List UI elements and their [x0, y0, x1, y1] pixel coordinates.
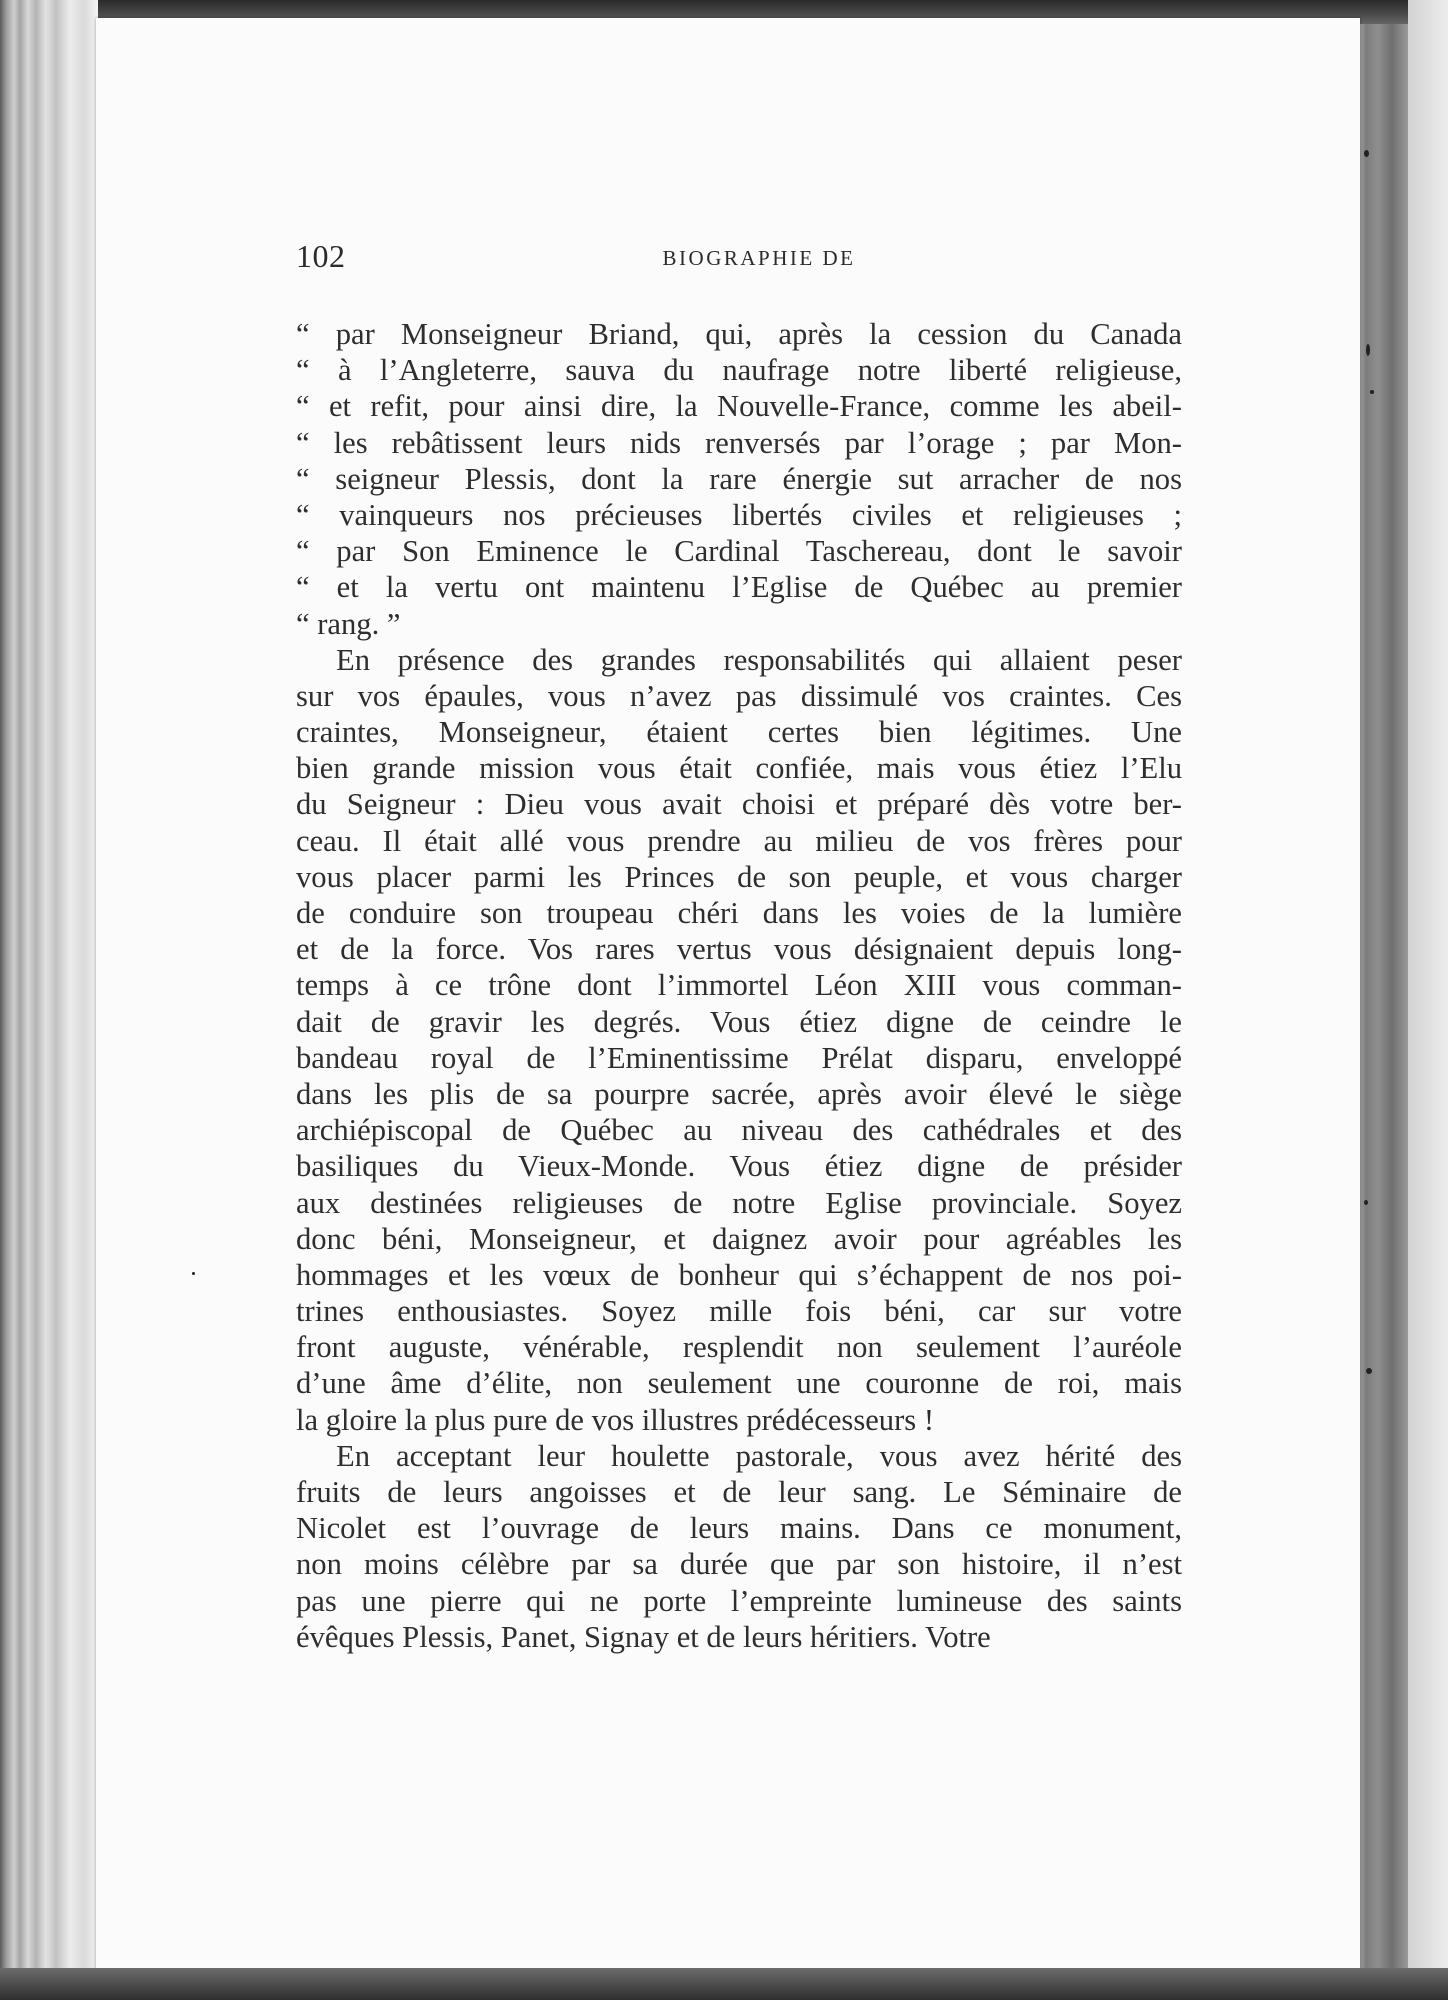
text-line: d’une âme d’élite, non seulement une couronne de roi, mais [296, 1366, 1182, 1401]
margin-speck [1366, 1368, 1372, 1374]
text-line: fruits de leurs angoisses et de leur sang. Le Séminaire de [296, 1475, 1182, 1509]
text-line: En présence des grandes responsabilités qui allaient peser [336, 642, 1182, 677]
margin-speck [192, 1272, 195, 1275]
text-line: donc béni, Monseigneur, et daignez avoir pour agréables les [296, 1221, 1182, 1256]
text-line: vous placer parmi les Princes de son peuple, et vous charger [296, 859, 1182, 894]
margin-speck [1366, 344, 1370, 356]
text-line: bandeau royal de l’Eminentissime Prélat disparu, enveloppé [296, 1040, 1182, 1075]
text-line: dait de gravir les degrés. Vous étiez digne de ceindre le [296, 1004, 1182, 1039]
text-line: sur vos épaules, vous n’avez pas dissimulé vos craintes. Ces [296, 678, 1182, 713]
text-line: trines enthousiastes. Soyez mille fois béni, car sur votre [296, 1294, 1182, 1329]
text-line: “ vainqueurs nos précieuses libertés civiles et religieuses ; [296, 497, 1182, 532]
text-line: “ par Monseigneur Briand, qui, après la cession du Canada [296, 317, 1182, 351]
margin-speck [1364, 1200, 1368, 1205]
text-line: ceau. Il était allé vous prendre au milieu de vos frères pour [296, 823, 1182, 858]
text-line: “ à l’Angleterre, sauva du naufrage notre liberté religieuse, [296, 353, 1182, 388]
text-line: “ rang. ” [296, 606, 401, 641]
body-text [296, 316, 1182, 1655]
background-bottom [0, 1968, 1448, 2000]
text-line: dans les plis de sa pourpre sacrée, après avoir élevé le siège [296, 1076, 1182, 1111]
text-line: bien grande mission vous était confiée, mais vous étiez l’Elu [296, 751, 1182, 786]
text-line: front auguste, vénérable, resplendit non seulement l’auréole [296, 1330, 1182, 1365]
running-title: BIOGRAPHIE DE [662, 246, 856, 270]
text-line: évêques Plessis, Panet, Signay et de leurs héritiers. Votre [296, 1619, 991, 1654]
text-line: archiépiscopal de Québec au niveau des cathédrales et des [296, 1113, 1182, 1148]
margin-speck [1364, 150, 1369, 157]
book-binding-edge [0, 0, 98, 2000]
text-line: Nicolet est l’ouvrage de leurs mains. Dans ce monument, [296, 1511, 1182, 1546]
text-line: “ seigneur Plessis, dont la rare énergie sut arracher de nos [296, 461, 1182, 496]
running-head [296, 238, 1182, 278]
background-right [1408, 0, 1448, 2000]
text-line: hommages et les vœux de bonheur qui s’échappent de nos poi- [296, 1257, 1182, 1292]
text-line: craintes, Monseigneur, étaient certes bien légitimes. Une [296, 715, 1182, 750]
text-line: “ les rebâtissent leurs nids renversés par l’orage ; par Mon- [296, 425, 1182, 460]
text-line: pas une pierre qui ne porte l’empreinte lumineuse des saints [296, 1583, 1182, 1618]
text-line: “ et la vertu ont maintenu l’Eglise de Québec au premier [296, 570, 1182, 605]
text-line: basiliques du Vieux-Monde. Vous étiez digne de présider [296, 1149, 1182, 1184]
text-line: du Seigneur : Dieu vous avait choisi et préparé dès votre ber- [296, 787, 1182, 822]
text-line: et de la force. Vos rares vertus vous désignaient depuis long- [296, 932, 1182, 967]
text-line: “ et refit, pour ainsi dire, la Nouvelle-France, comme les abeil- [296, 389, 1182, 424]
text-line: temps à ce trône dont l’immortel Léon XIII vous comman- [296, 968, 1182, 1003]
margin-speck [1370, 390, 1374, 394]
text-line: de conduire son troupeau chéri dans les voies de la lumière [296, 896, 1182, 930]
text-line: aux destinées religieuses de notre Eglise provinciale. Soyez [296, 1185, 1182, 1220]
page-block-edge [1356, 24, 1408, 1974]
text-line: non moins célèbre par sa durée que par son histoire, il n’est [296, 1547, 1182, 1582]
text-line: la gloire la plus pure de vos illustres prédécesseurs ! [296, 1402, 935, 1437]
page-number: 102 [296, 238, 346, 274]
text-line: “ par Son Eminence le Cardinal Taschereau, dont le savoir [296, 534, 1182, 569]
text-line: En acceptant leur houlette pastorale, vous avez hérité des [336, 1438, 1182, 1473]
